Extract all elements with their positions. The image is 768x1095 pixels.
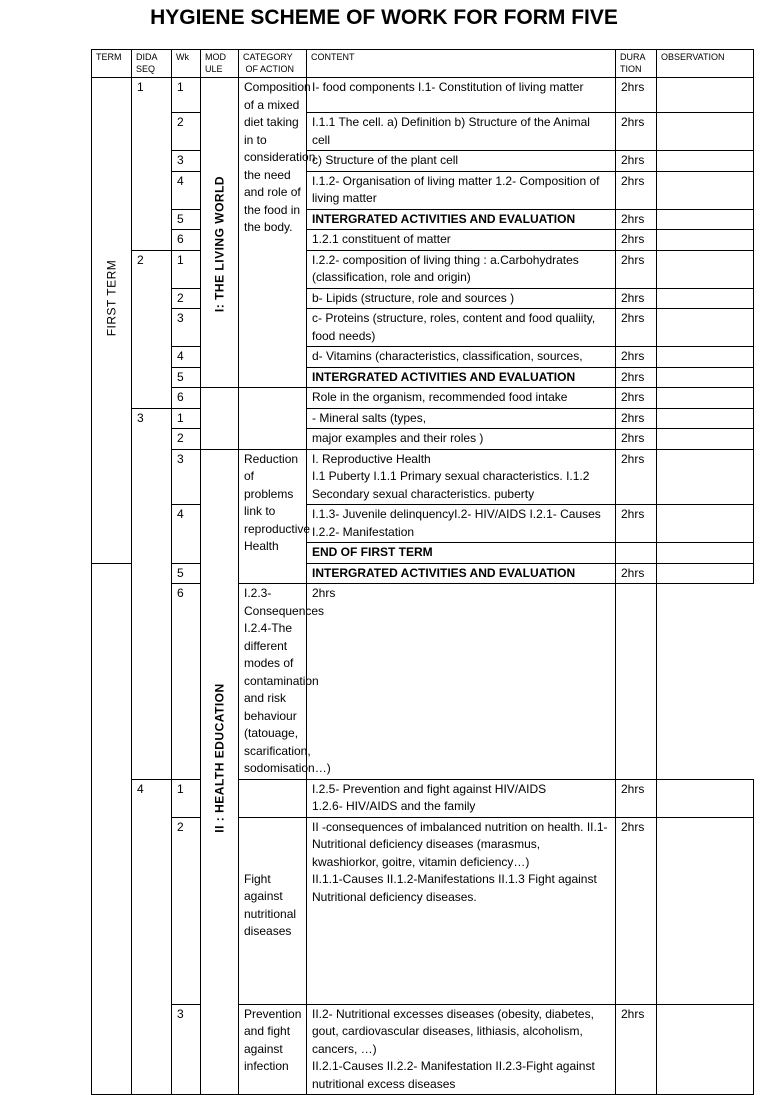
week-cell: 1 — [172, 78, 201, 113]
week-cell: 4 — [172, 505, 201, 564]
header-dida-seq: DIDA SEQ — [132, 50, 172, 78]
table-row — [92, 1004, 754, 1095]
observation-cell — [657, 779, 754, 817]
duration-cell: 2hrs — [616, 817, 657, 1004]
observation-cell — [657, 449, 754, 505]
duration-cell: 2hrs — [616, 408, 657, 429]
content-cell: INTERGRATED ACTIVITIES AND EVALUATION — [307, 367, 616, 388]
week-cell: 2 — [172, 817, 201, 1004]
observation-cell — [657, 209, 754, 230]
week-cell: 2 — [172, 288, 201, 309]
module-cell-empty — [201, 388, 239, 450]
duration-cell: 2hrs — [616, 113, 657, 151]
week-cell: 3 — [172, 449, 201, 505]
table-row — [92, 78, 754, 113]
table-row — [92, 151, 754, 172]
observation-cell — [657, 309, 754, 347]
week-cell: 3 — [172, 1004, 201, 1095]
week-cell: 5 — [172, 367, 201, 388]
duration-cell: 2hrs — [616, 78, 657, 113]
observation-cell — [657, 388, 754, 409]
duration-cell: 2hrs — [616, 230, 657, 251]
duration-cell: 2hrs — [307, 584, 616, 780]
content-cell: d- Vitamins (characteristics, classification, sources, — [307, 347, 616, 368]
observation-cell — [657, 347, 754, 368]
observation-cell — [657, 171, 754, 209]
module-label: I: THE LIVING WORLD — [211, 175, 226, 313]
content-cell: b- Lipids (structure, role and sources ) — [307, 288, 616, 309]
header-module: MOD ULE — [201, 50, 239, 78]
category-cell: Composition of a mixed diet taking in to consideration the need and role of the food in the body. — [239, 78, 307, 388]
duration-cell: 2hrs — [616, 309, 657, 347]
seq-cell: 4 — [132, 779, 172, 1095]
week-cell: 1 — [172, 250, 201, 288]
table-row — [92, 779, 754, 817]
observation-cell — [657, 543, 754, 564]
content-cell: I- food components I.1- Constitution of living matter — [307, 78, 616, 113]
content-cell: I.2.3- Consequences I.2.4-The different modes of contamination and risk behaviour (tatouage, scarification, sodomisation…) — [239, 584, 307, 780]
table-row — [92, 347, 754, 368]
table-row — [92, 429, 754, 450]
duration-cell: 2hrs — [616, 449, 657, 505]
term-label: FIRST TERM — [103, 259, 118, 337]
duration-cell: 2hrs — [616, 347, 657, 368]
duration-cell — [616, 543, 657, 564]
content-cell: INTERGRATED ACTIVITIES AND EVALUATION — [307, 563, 616, 584]
content-cell: major examples and their roles ) — [307, 429, 616, 450]
end-of-term-cell: END OF FIRST TERM — [307, 543, 616, 564]
observation-cell — [657, 230, 754, 251]
observation-cell — [616, 584, 657, 780]
week-cell: 1 — [172, 408, 201, 429]
term-cell — [92, 78, 132, 564]
duration-cell: 2hrs — [616, 388, 657, 409]
page-title: HYGIENE SCHEME OF WORK FOR FORM FIVE — [150, 6, 618, 29]
observation-cell — [657, 78, 754, 113]
seq-cell: 2 — [132, 250, 172, 408]
observation-cell — [657, 505, 754, 543]
content-cell: I.2.2- composition of living thing : a.Carbohydrates (classification, role and origin) — [307, 250, 616, 288]
category-text: Fight against nutritional diseases — [244, 871, 297, 938]
duration-cell: 2hrs — [616, 250, 657, 288]
table-row — [92, 171, 754, 209]
content-cell: Role in the organism, recommended food intake — [307, 388, 616, 409]
content-cell: 1.2.1 constituent of matter — [307, 230, 616, 251]
duration-cell: 2hrs — [616, 429, 657, 450]
table-row — [92, 250, 754, 288]
week-cell: 6 — [172, 388, 201, 409]
week-cell: 4 — [172, 347, 201, 368]
observation-cell — [657, 408, 754, 429]
table-row — [92, 113, 754, 151]
duration-cell: 2hrs — [616, 563, 657, 584]
table-row — [92, 388, 754, 409]
header-week: Wk — [172, 50, 201, 78]
observation-cell — [657, 429, 754, 450]
content-cell: - Mineral salts (types, — [307, 408, 616, 429]
table-row — [92, 584, 754, 780]
week-cell: 3 — [172, 151, 201, 172]
observation-cell — [657, 151, 754, 172]
observation-cell — [657, 1004, 754, 1095]
category-cell: Reduction of problems link to reproductive Health — [239, 449, 307, 584]
week-cell: 1 — [172, 779, 201, 817]
table-row — [92, 288, 754, 309]
table-row — [92, 408, 754, 429]
duration-cell: 2hrs — [616, 171, 657, 209]
observation-cell — [657, 288, 754, 309]
table-row — [92, 230, 754, 251]
duration-cell: 2hrs — [616, 151, 657, 172]
table-row — [92, 563, 754, 584]
table-row — [92, 209, 754, 230]
observation-cell — [657, 113, 754, 151]
module-cell-health-education — [201, 449, 239, 1095]
table-row — [92, 367, 754, 388]
content-cell: c) Structure of the plant cell — [307, 151, 616, 172]
content-cell: I.1.2- Organisation of living matter 1.2- Composition of living matter — [307, 171, 616, 209]
module-cell-living-world — [201, 78, 239, 388]
term-cell-empty — [92, 563, 132, 1095]
category-cell — [239, 817, 307, 1004]
duration-cell: 2hrs — [616, 505, 657, 543]
seq-cell: 1 — [132, 78, 172, 251]
observation-cell — [657, 563, 754, 584]
category-cell-empty — [239, 779, 307, 817]
table-row — [92, 449, 754, 505]
observation-cell — [657, 250, 754, 288]
content-cell: c- Proteins (structure, roles, content and food qualiity, food needs) — [307, 309, 616, 347]
header-category: CATEGORY OF ACTION — [239, 50, 307, 78]
week-cell: 5 — [172, 563, 201, 584]
header-content: CONTENT — [307, 50, 616, 78]
content-cell: I.1.1 The cell. a) Definition b) Structure of the Animal cell — [307, 113, 616, 151]
observation-cell — [657, 817, 754, 1004]
observation-cell — [657, 367, 754, 388]
category-cell: Prevention and fight against infection — [239, 1004, 307, 1095]
content-cell: I.1.3- Juvenile delinquencyI.2- HIV/AIDS I.2.1- Causes I.2.2- Manifestation — [307, 505, 616, 543]
table-row — [92, 505, 754, 543]
week-cell: 6 — [172, 584, 201, 780]
content-cell: I.2.5- Prevention and fight against HIV/AIDS 1.2.6- HIV/AIDS and the family — [307, 779, 616, 817]
week-cell: 2 — [172, 429, 201, 450]
duration-cell: 2hrs — [616, 288, 657, 309]
week-cell: 6 — [172, 230, 201, 251]
scheme-of-work-table — [91, 49, 754, 1095]
week-cell: 3 — [172, 309, 201, 347]
content-cell: INTERGRATED ACTIVITIES AND EVALUATION — [307, 209, 616, 230]
table-row — [92, 309, 754, 347]
week-cell: 2 — [172, 113, 201, 151]
duration-cell: 2hrs — [616, 1004, 657, 1095]
header-observation: OBSERVATION — [657, 50, 754, 78]
category-cell-empty — [239, 388, 307, 450]
week-cell: 4 — [172, 171, 201, 209]
duration-cell: 2hrs — [616, 779, 657, 817]
content-cell: I. Reproductive Health I.1 Puberty I.1.1 Primary sexual characteristics. I.1.2 Secondary sexual characteristics. puberty — [307, 449, 616, 505]
week-cell: 5 — [172, 209, 201, 230]
header-duration: DURA TION — [616, 50, 657, 78]
content-cell: II.2- Nutritional excesses diseases (obesity, diabetes, gout, cardiovascular diseases, lithiasis, alcoholism, cancers, …) II.2.1-Causes II.2.2- Manifestation II.2.3-Fight against nutritional excess diseases — [307, 1004, 616, 1095]
module-label: II : HEALTH EDUCATION — [211, 682, 226, 833]
header-row — [92, 50, 754, 78]
header-term: TERM — [92, 50, 132, 78]
duration-cell: 2hrs — [616, 367, 657, 388]
content-cell: II -consequences of imbalanced nutrition on health. II.1- Nutritional deficiency diseases (marasmus, kwashiorkor, goitre, vitamin deficiency…) II.1.1-Causes II.1.2-Manifestations II.1.3 Fight against Nutritional deficiency diseases. — [307, 817, 616, 1004]
table-row — [92, 817, 754, 1004]
seq-cell: 3 — [132, 408, 172, 779]
duration-cell: 2hrs — [616, 209, 657, 230]
